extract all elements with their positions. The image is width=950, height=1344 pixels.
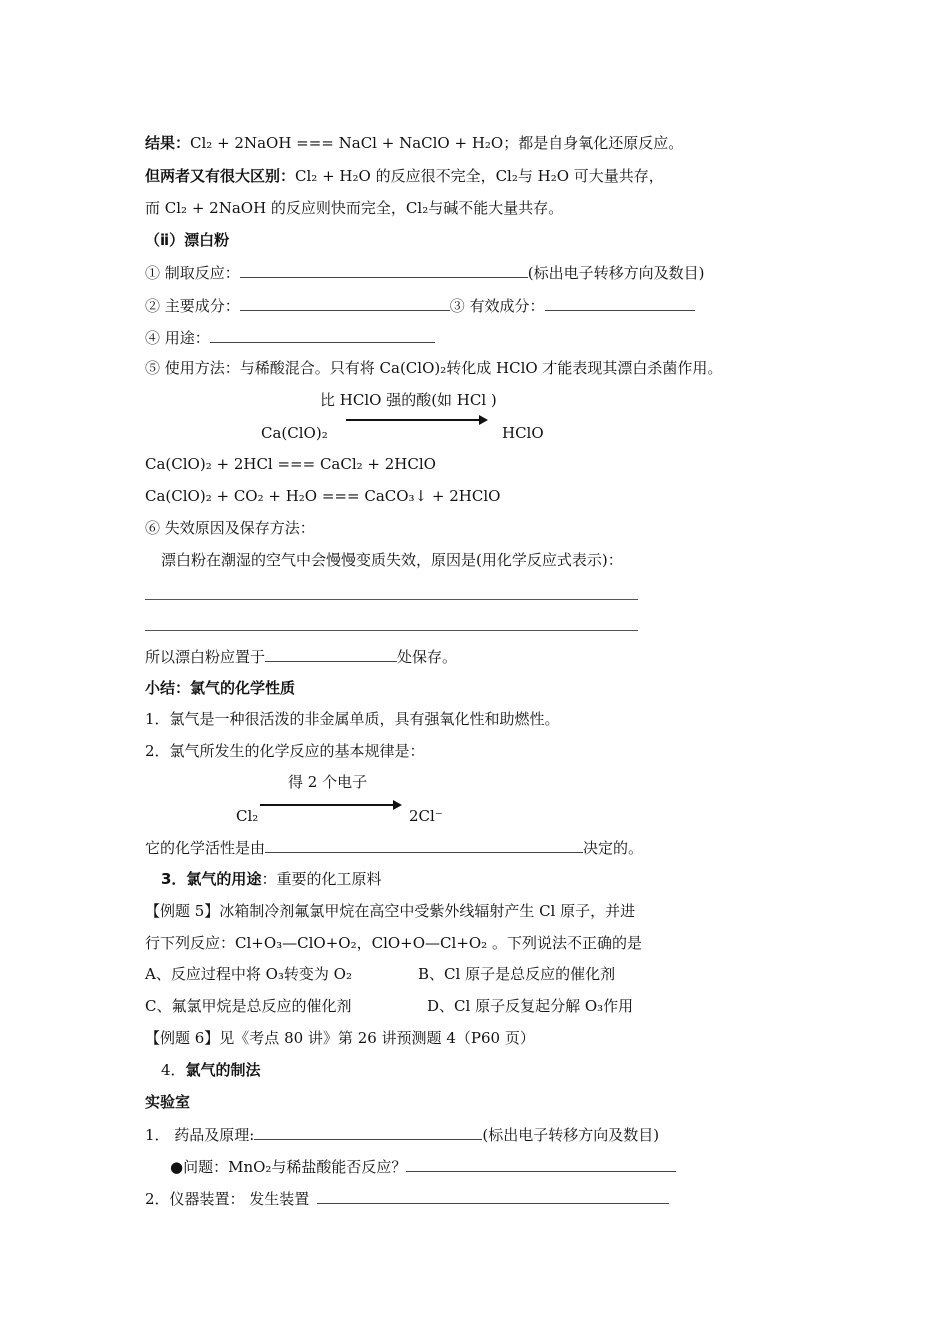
question-text: ●问题：MnO₂与稀盐酸能否反应？ [170,1158,407,1176]
usage-label: ④ 用途： [145,329,210,347]
effective-component-label: ③ 有效成分： [449,297,545,315]
preparation-blank[interactable] [240,262,528,278]
summary-point-2: 2．氯气所发生的化学反应的基本规律是： [145,742,425,760]
result-text: Cl₂ + 2NaOH === NaCl + NaClO + H₂O；都是自身氧化还原反应。 [190,134,684,152]
storage-line [145,646,457,667]
answer-line-2[interactable] [145,630,638,631]
scheme2-reactant: Cl₂ [236,807,259,825]
usage-blank[interactable] [210,327,435,343]
scheme2-condition: 得 2 个电子 [288,773,368,791]
scheme1-reactant: Ca(ClO)₂ [261,424,328,442]
bleaching-powder-heading: （ⅱ）漂白粉 [145,231,230,249]
reagents-blank[interactable] [254,1124,482,1140]
failure-heading: ⑥ 失效原因及保存方法： [145,519,315,537]
failure-reason: 漂白粉在潮湿的空气中会慢慢变质失效，原因是(用化学反应式表示)： [161,551,623,569]
result-label: 结果： [145,134,191,152]
uses-label: 3．氯气的用途 [161,870,262,888]
activity-line [145,837,643,858]
scheme2-arrow [260,804,400,806]
main-component-label: ② 主要成分： [145,297,240,315]
reagents-note: (标出电子转移方向及数目) [482,1126,660,1144]
option-c: C、氟氯甲烷是总反应的催化剂 [145,997,352,1015]
equation-co2: Ca(ClO)₂ + CO₂ + H₂O === CaCO₃↓ + 2HClO [145,487,501,505]
preparation-section-heading: 氯气的制法 [185,1061,261,1079]
summary-heading: 小结：氯气的化学性质 [145,679,296,697]
preparation-line [145,262,705,283]
scheme1-product: HClO [502,424,544,442]
main-component-blank[interactable] [240,295,450,311]
difference-text: Cl₂ + H₂O 的反应很不完全，Cl₂与 H₂O 可大量共存， [295,167,664,185]
storage-blank[interactable] [265,646,397,662]
example6-line: 【例题 6】见《考点 80 讲》第 26 讲预测题 4（P60 页） [145,1029,535,1047]
preparation-note: (标出电子转移方向及数目) [527,264,705,282]
storage-label: 所以漂白粉应置于 [145,648,266,666]
method-line: ⑤ 使用方法：与稀酸混合。只有将 Ca(ClO)₂转化成 HClO 才能表现其漂白杀菌作用。 [145,359,723,377]
reagents-line [145,1124,659,1145]
preparation-label: ① 制取反应： [145,264,240,282]
apparatus-line [145,1188,669,1209]
option-d: D、Cl 原子反复起分解 O₃作用 [427,997,634,1015]
equation-hcl: Ca(ClO)₂ + 2HCl === CaCl₂ + 2HClO [145,455,436,473]
summary-point-1: 1．氯气是一种很活泼的非金属单质，具有强氧化性和助燃性。 [145,710,560,728]
uses-line [161,869,381,889]
option-b: B、Cl 原子是总反应的催化剂 [418,965,616,983]
naoh-reaction-line: 而 Cl₂ + 2NaOH 的反应则快而完全，Cl₂与碱不能大量共存。 [145,199,564,217]
components-line [145,295,695,316]
answer-line-1[interactable] [145,599,638,600]
result-line [145,133,683,153]
effective-component-blank[interactable] [545,295,695,311]
example5-line-2: 行下列反应：Cl+O₃—ClO+O₂，ClO+O—Cl+O₂ 。下列说法不正确的是 [145,934,642,952]
question-blank[interactable] [406,1156,676,1172]
preparation-section-number: 4． [161,1061,186,1079]
difference-label: 但两者又有很大区别： [145,167,296,185]
apparatus-text: 2．仪器装置： 发生装置 [145,1190,310,1208]
activity-blank[interactable] [265,837,583,853]
usage-line [145,327,435,348]
scheme2-product: 2Cl⁻ [409,807,443,825]
apparatus-blank[interactable] [317,1188,669,1204]
laboratory-heading: 实验室 [145,1093,191,1111]
storage-suffix: 处保存。 [397,648,458,666]
option-a: A、反应过程中将 O₃转变为 O₂ [145,965,352,983]
question-line [170,1156,676,1177]
activity-suffix: 决定的。 [583,839,644,857]
difference-line [145,166,664,186]
example5-line-1: 【例题 5】冰箱制冷剂氟氯甲烷在高空中受紫外线辐射产生 Cl 原子，并进 [145,902,636,920]
uses-text: ：重要的化工原料 [261,870,382,888]
activity-label: 它的化学活性是由 [145,839,266,857]
reagents-label: 1． 药品及原理: [145,1126,255,1144]
scheme1-condition: 比 HClO 强的酸(如 HCl ) [320,391,497,409]
scheme1-arrow [346,419,486,421]
preparation-section [161,1060,261,1080]
